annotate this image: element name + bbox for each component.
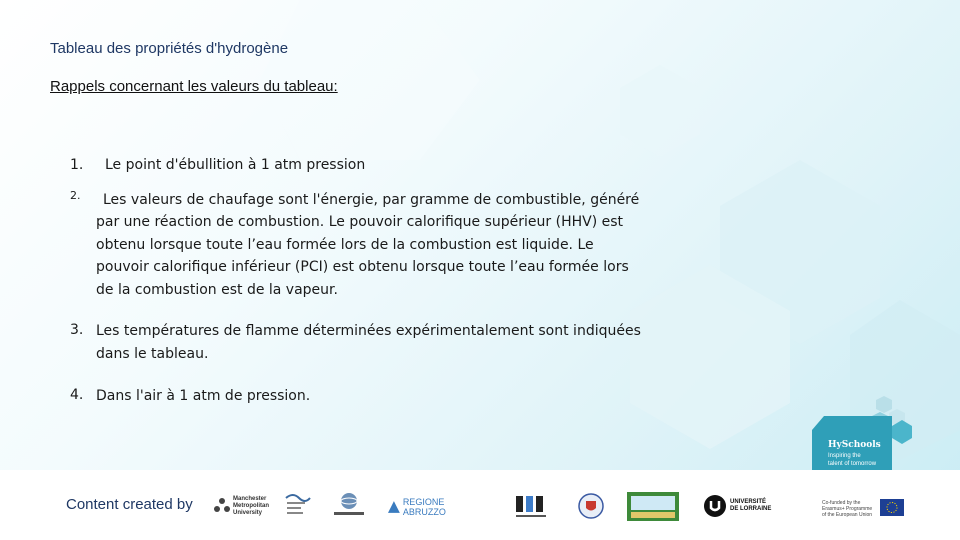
- list-item-continuation: [96, 211, 629, 301]
- list-item-line: de la combustion est de la vapeur.: [96, 281, 338, 298]
- page-title: Tableau des propriétés d'hydrogène: [50, 40, 289, 57]
- list-item-number: 2.: [70, 189, 81, 202]
- building-logo-icon: [627, 492, 679, 521]
- brand-tagline: Inspiring the: [828, 453, 861, 459]
- list-item-number: 3.: [70, 322, 84, 338]
- brand-tagline: talent of tomorrow: [828, 461, 877, 467]
- logo-text: DE LORRAINE: [730, 506, 772, 512]
- logo-text: Metropolitan: [233, 502, 269, 509]
- regione-abruzzo-logo: [388, 497, 488, 517]
- globe-logo-icon: [332, 491, 366, 519]
- list-item-line: pouvoir calorifique inférieur (PCI) est obtenu lorsque toute l’eau formée lors: [96, 259, 629, 275]
- lorraine-emblem-icon: [703, 494, 727, 518]
- manchester-logo-text: [233, 495, 277, 517]
- list-item-line: dans le tableau.: [96, 345, 209, 362]
- abruzzo-emblem-icon: [388, 501, 400, 513]
- logo-text: Co-funded by the: [822, 500, 861, 506]
- list-item-line: Le point d'ébullition à 1 atm pression: [105, 157, 366, 173]
- list-item: [96, 385, 310, 408]
- list-item-line: Dans l'air à 1 atm de pression.: [96, 388, 311, 404]
- logo-text: University: [233, 509, 263, 516]
- list-item-line: Les valeurs de chaufage sont l'énergie, par gramme de combustible, généré: [103, 192, 640, 208]
- logo-text: Manchester: [233, 495, 267, 502]
- brand-title: HySchools: [828, 440, 881, 450]
- shield-logo-icon: [578, 493, 604, 519]
- logo-text: REGIONE ABRUZZO: [402, 497, 446, 517]
- subtitle: Rappels concernant les valeurs du tableau:: [50, 78, 338, 95]
- list-item-line: par une réaction de combustion. Le pouvoir calorifique supérieur (HHV) est: [96, 214, 624, 230]
- lorraine-logo-text: [730, 497, 776, 515]
- list-item-line: obtenu lorsque toute l’eau formée lors de la combustion est liquide. Le: [96, 236, 594, 253]
- list-item: [105, 154, 365, 177]
- ufc-logo-icon: [514, 492, 552, 520]
- partner-logo-2-icon: [283, 492, 311, 518]
- eu-flag-icon: [880, 499, 904, 516]
- logo-text: Erasmus+ Programme: [822, 506, 873, 512]
- list-item-number: 4.: [70, 387, 84, 403]
- list-item: [103, 189, 639, 212]
- list-item-line: Les températures de flamme déterminées expérimentalement sont indiquées: [96, 323, 641, 339]
- logo-text: of the European Union: [822, 512, 873, 518]
- list-item-number: 1.: [70, 157, 84, 173]
- erasmus-logo-text: [822, 498, 878, 520]
- manchester-logo-icon: [212, 494, 232, 516]
- content-credit: Content created by: [66, 496, 193, 513]
- list-item: [96, 320, 641, 365]
- logo-text: UNIVERSITÉ: [730, 499, 767, 505]
